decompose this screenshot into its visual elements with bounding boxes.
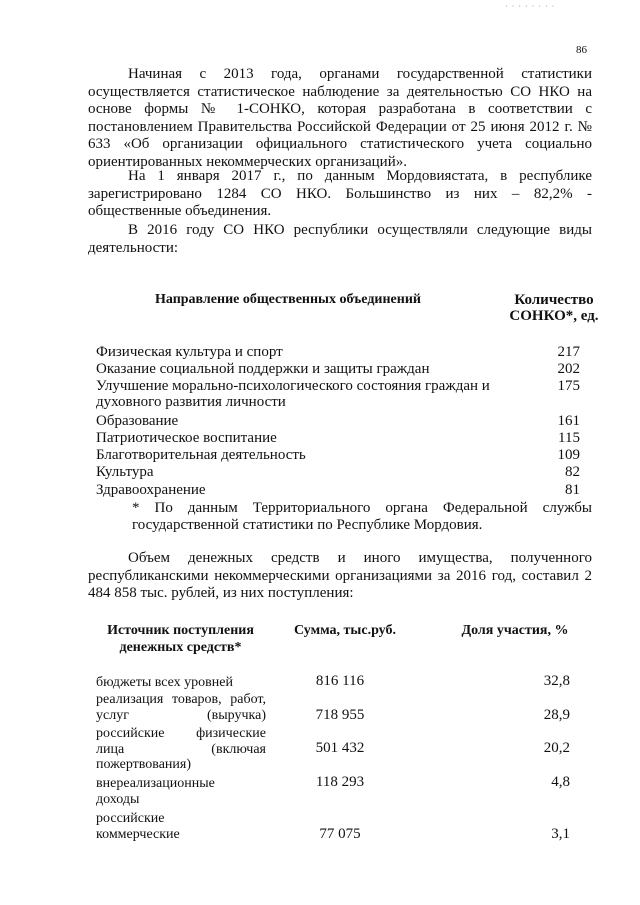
table2-sum: 501 432 <box>315 740 365 756</box>
table2-sum: 77 075 <box>319 826 361 842</box>
table2-share: 32,8 <box>543 673 570 689</box>
table1-footnote: * По данным Территориального органа Федеральной службы государственной статистики по Республике Мордовия. <box>132 500 592 533</box>
table1-value: 109 <box>557 447 580 463</box>
paragraph-4: Объем денежных средств и иного имущества, полученного республиканскими некоммерческими организациями за 2016 год, составил 2 484 858 тыс. рублей, из них поступления: <box>88 550 592 601</box>
table1-value: 217 <box>557 344 580 360</box>
paragraph-3: В 2016 году СО НКО республики осуществляли следующие виды деятельности: <box>88 222 592 256</box>
table1-value: 175 <box>557 378 580 394</box>
table1-row: Физическая культура и спорт <box>96 344 283 360</box>
table1-value: 81 <box>565 482 580 498</box>
table1-row: Улучшение морально-психологического состояния граждан и духовного развития личности <box>96 378 490 410</box>
table2-header-source: Источник поступления денежных средств* <box>107 623 254 655</box>
table2-source: российские физические лица (включая пожертвования) <box>96 726 266 772</box>
table2-sum: 816 116 <box>315 673 365 689</box>
table1-row: Патриотическое воспитание <box>96 430 277 446</box>
table2-source: внереализационные доходы <box>96 776 215 807</box>
table2-source: российские коммерческие <box>96 811 180 842</box>
table1-value: 82 <box>565 464 580 480</box>
page-number: 86 <box>576 44 587 56</box>
table1-row: Оказание социальной поддержки и защиты граждан <box>96 361 430 377</box>
table2-share: 20,2 <box>543 740 570 756</box>
table1-row: Образование <box>96 413 179 429</box>
paragraph-1: Начиная с 2013 года, органами государственной статистики осуществляется статистическое наблюдение за деятельностью СО НКО на основе формы № 1-СОНКО, которая разработана в соответствии с постановлением Правительства Российской Федерации от 25 июня 2012 г. № 633 «Об организации официального статистического учета социально ориентированных некоммерческих организаций». <box>88 66 592 170</box>
table2-header-share: Доля участия, % <box>461 623 569 638</box>
table1-value: 115 <box>558 430 580 446</box>
table2-header-sum: Сумма, тыс.руб. <box>294 623 396 638</box>
paragraph-2: На 1 января 2017 г., по данным Мордовиястата, в республике зарегистрировано 1284 СО НКО. Большинство из них – 82,2% - общественные объединения. <box>88 168 592 219</box>
table2-share: 28,9 <box>543 707 570 723</box>
table1-value: 161 <box>557 413 580 429</box>
table1-row: Культура <box>96 464 154 480</box>
table2-source: реализация товаров, работ, услуг (выручка) <box>96 692 266 723</box>
table2-share: 4,8 <box>551 774 570 790</box>
table2-source: бюджеты всех уровней <box>96 675 233 690</box>
table1-value: 202 <box>557 361 580 377</box>
table2-sum: 118 293 <box>315 774 365 790</box>
table1-header-direction: Направление общественных объединений <box>155 292 421 307</box>
table1-header-count: Количество СОНКО*, ед. <box>509 292 599 324</box>
table2-share: 3,1 <box>551 826 570 842</box>
scan-header-mark: · · · · · · · · <box>505 2 556 11</box>
table1-row: Здравоохранение <box>96 482 206 498</box>
table1-row: Благотворительная деятельность <box>96 447 306 463</box>
table2-sum: 718 955 <box>315 707 365 723</box>
